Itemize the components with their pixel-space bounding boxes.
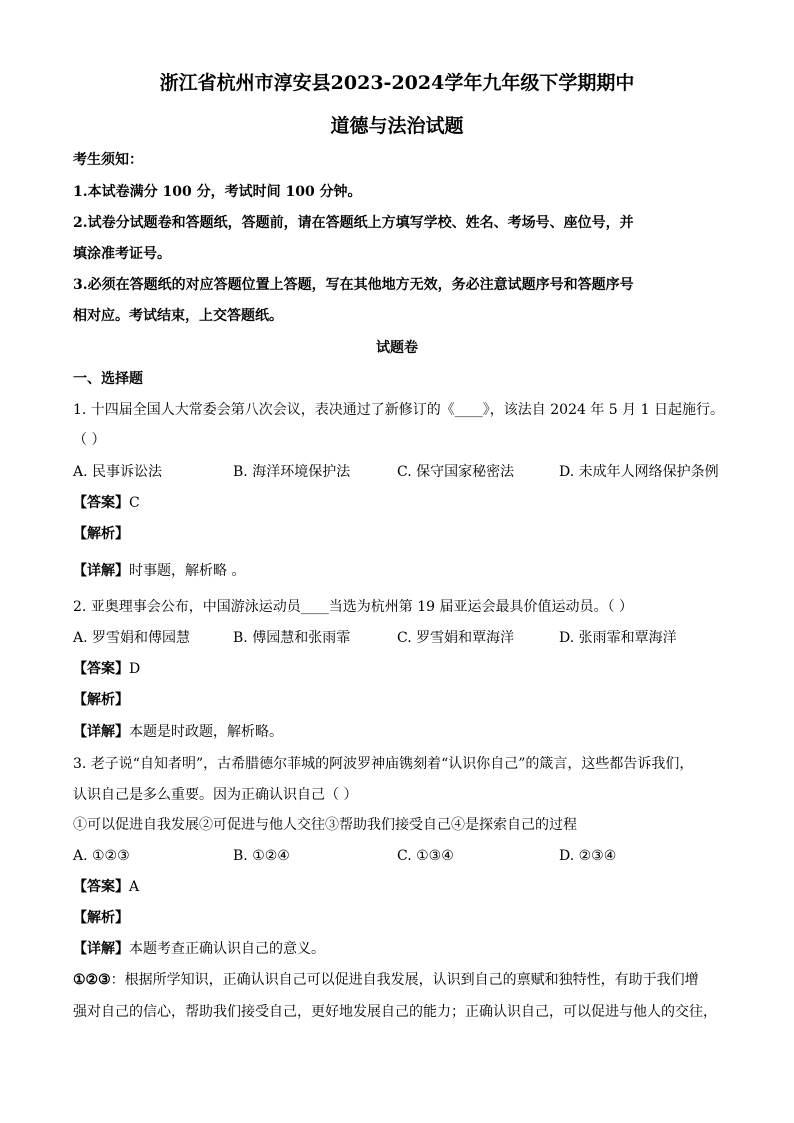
q2-detail <box>73 722 283 742</box>
q3-analysis-label: 【解析】 <box>73 910 129 926</box>
question-3-stem: 3. 老子说“自知者明”，古希腊德尔菲城的阿波罗神庙镌刻着“认识你自己”的箴言，这些都告诉我们， <box>73 756 694 772</box>
detail-text: 本题是时政题，解析略。 <box>129 724 283 740</box>
answer-value: C <box>129 495 140 511</box>
notice-item-3-cont: 相对应。考试结束，上交答题纸。 <box>73 308 283 324</box>
answer-label: 【答案】 <box>73 495 129 511</box>
notice-item-1: 1.本试卷满分 100 分，考试时间 100 分钟。 <box>73 184 362 200</box>
detail-label: 【详解】 <box>73 941 129 957</box>
q3-detail <box>73 939 325 959</box>
exam-subtitle: 道德与法治试题 <box>330 115 464 137</box>
q3-explanation <box>73 970 699 990</box>
q2-analysis-label: 【解析】 <box>73 692 129 708</box>
answer-value: D <box>129 661 141 677</box>
answer-value: A <box>129 879 140 895</box>
question-1-stem: 1. 十四届全国人大常委会第八次会议，表决通过了新修订的《____》，该法自 2024 年 5 月 1 日起施行。 <box>73 402 724 418</box>
exam-title: 浙江省杭州市淳安县2023-2024学年九年级下学期期中 <box>159 72 635 94</box>
detail-text: 本题考查正确认识自己的意义。 <box>129 941 325 957</box>
question-3-statements: ①可以促进自我发展②可促进与他人交往③帮助我们接受自己④是探索自己的过程 <box>73 817 577 833</box>
q3-option-a: A. ①②③ <box>73 848 130 864</box>
q3-option-b: B. ①②④ <box>233 848 290 864</box>
q2-option-c: C. 罗雪娟和覃海洋 <box>397 630 515 646</box>
q1-option-b: B. 海洋环境保护法 <box>233 464 351 480</box>
q1-option-a: A. 民事诉讼法 <box>73 464 163 480</box>
q2-option-d: D. 张雨霏和覃海洋 <box>559 630 677 646</box>
answer-label: 【答案】 <box>73 661 129 677</box>
part-heading: 一、选择题 <box>73 371 143 387</box>
q2-option-a: A. 罗雪娟和傅园慧 <box>73 630 191 646</box>
question-3-stem-cont: 认识自己是多么重要。因为正确认识自己（ ） <box>73 787 358 803</box>
notice-item-2-cont: 填涂准考证号。 <box>73 246 171 262</box>
q1-analysis-label: 【解析】 <box>73 526 129 542</box>
detail-label: 【详解】 <box>73 724 129 740</box>
q2-option-b: B. 傅园慧和张雨霏 <box>233 630 351 646</box>
notice-item-3: 3.必须在答题纸的对应答题位置上答题，写在其他地方无效，务必注意试题序号和答题序号 <box>73 277 634 293</box>
q3-answer <box>73 877 139 897</box>
explanation-text: ：根据所学知识，正确认识自己可以促进自我发展，认识到自己的禀赋和独特性，有助于我们增 <box>110 972 699 988</box>
detail-text: 时事题，解析略 。 <box>129 563 246 579</box>
question-1-stem-cont: （ ） <box>73 432 106 448</box>
q3-option-c: C. ①③④ <box>397 848 454 864</box>
q3-option-d: D. ②③④ <box>559 848 617 864</box>
q1-answer <box>73 493 140 513</box>
explanation-lead: ①②③ <box>73 972 111 988</box>
q2-answer <box>73 659 140 679</box>
section-title: 试题卷 <box>376 340 418 356</box>
q1-option-c: C. 保守国家秘密法 <box>397 464 515 480</box>
q1-detail <box>73 561 245 581</box>
q3-explanation-cont: 强对自己的信心，帮助我们接受自己，更好地发展自己的能力；正确认识自己，可以促进与他人的交往， <box>73 1004 717 1020</box>
q1-option-d: D. 未成年人网络保护条例 <box>559 464 719 480</box>
detail-label: 【详解】 <box>73 563 129 579</box>
question-2-stem: 2. 亚奥理事会公布，中国游泳运动员____当选为杭州第 19 届亚运会最具价值运动员。（ ） <box>73 599 633 615</box>
notice-item-2: 2.试卷分试题卷和答题纸，答题前，请在答题纸上方填写学校、姓名、考场号、座位号，并 <box>73 215 634 231</box>
answer-label: 【答案】 <box>73 879 129 895</box>
notice-heading: 考生须知： <box>73 152 143 168</box>
